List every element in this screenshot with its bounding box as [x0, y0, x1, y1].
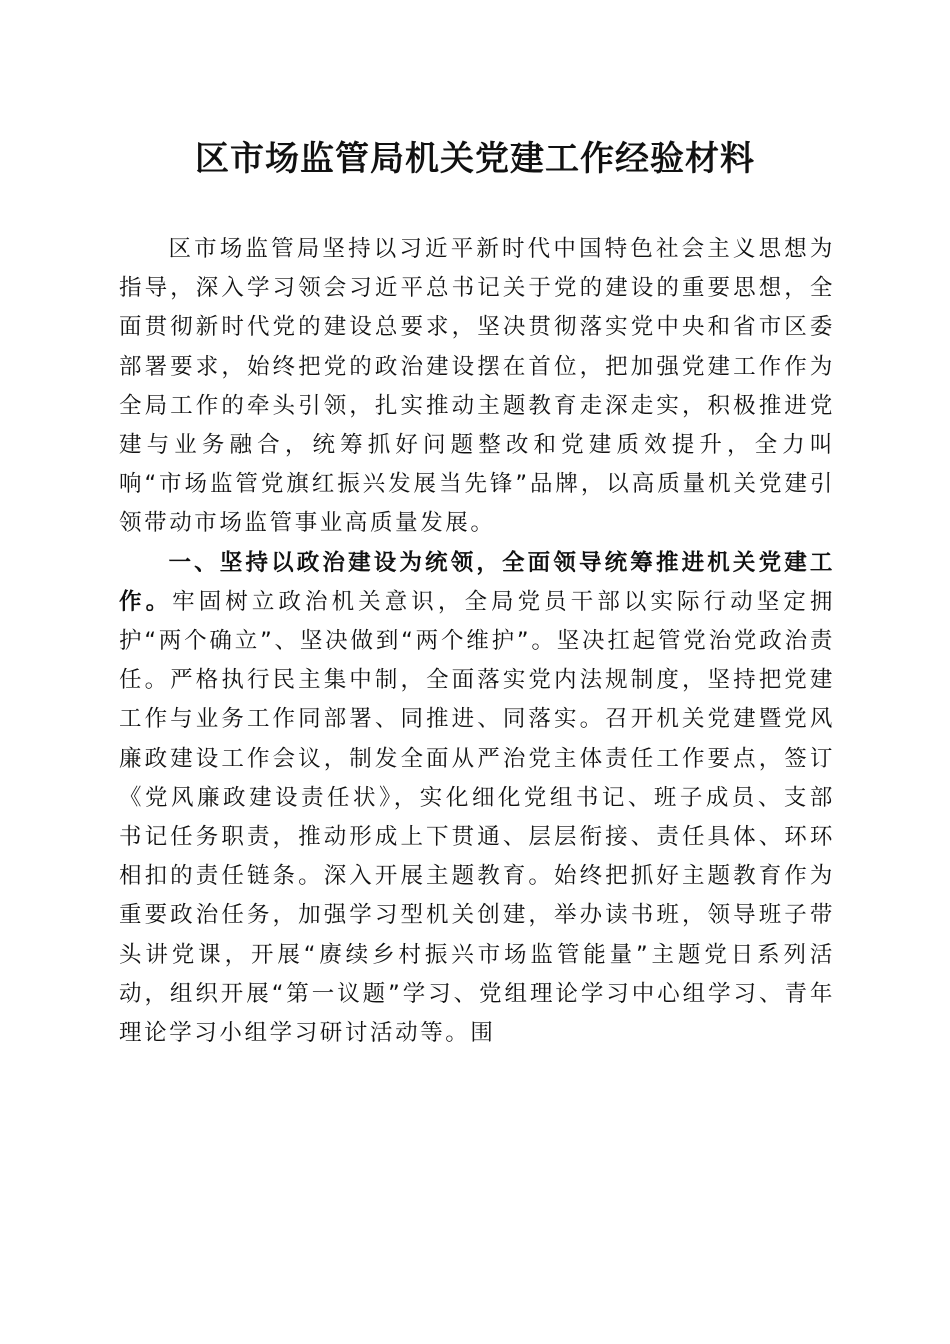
document-title: 区市场监管局机关党建工作经验材料	[195, 139, 755, 179]
section-1-heading: 一、坚持以政治建设为统领，全面领导统筹推进机关党建工作。	[119, 549, 835, 615]
section-1-text: 牢固树立政治机关意识，全局党员干部以实际行动坚定拥护“两个确立”、坚决做到“两个维护”。坚决扛起管党治党政治责任。严格执行民主集中制，全面落实党内法规制度，坚持把党建工作与业务工作同部署、同推进、同落实。召开机关党建暨党风廉政建设工作会议，制发全面从严治党主体责任工作要点，签订《党风廉政建设责任状》，实化细化党组书记、班子成员、支部书记任务职责，推动形成上下贯通、层层衔接、责任具体、环环相扣的责任链条。深入开展主题教育。始终把抓好主题教育作为重要政治任务，加强学习型机关创建，举办读书班，领导班子带头讲党课，开展“赓续乡村振兴市场监管能量”主题党日系列活动，组织开展“第一议题”学习、党组理论学习中心组学习、青年理论学习小组学习研讨活动等。围	[119, 588, 835, 1047]
document-body	[119, 230, 835, 1053]
intro-paragraph: 区市场监管局坚持以习近平新时代中国特色社会主义思想为指导，深入学习领会习近平总书记关于党的建设的重要思想，全面贯彻新时代党的建设总要求，坚决贯彻落实党中央和省市区委部署要求，始终把党的政治建设摆在首位，把加强党建工作作为全局工作的牵头引领，扎实推动主题教育走深走实，积极推进党建与业务融合，统筹抓好问题整改和党建质效提升，全力叫响“市场监管党旗红振兴发展当先锋”品牌，以高质量机关党建引领带动市场监管事业高质量发展。	[119, 236, 835, 537]
section-1-paragraph	[119, 544, 835, 1054]
